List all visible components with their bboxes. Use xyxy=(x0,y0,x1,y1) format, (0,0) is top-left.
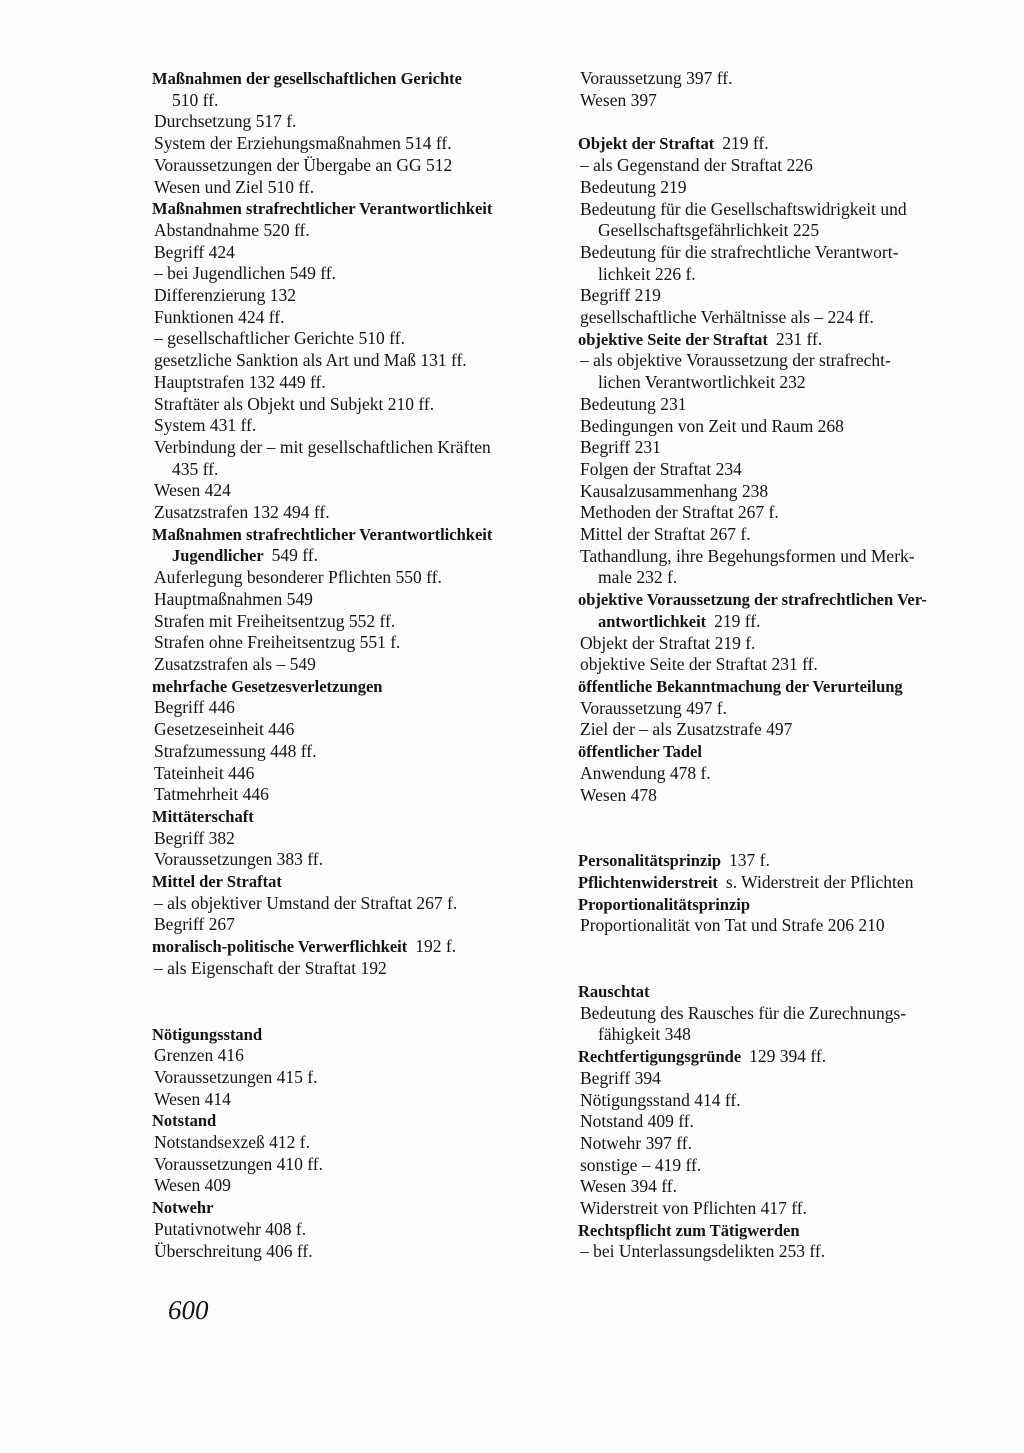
index-subentry: Funktionen 424 ff. xyxy=(154,306,285,327)
section-gap xyxy=(152,980,567,1024)
index-heading-term: moralisch-politische Verwerflichkeit xyxy=(152,937,408,957)
index-subentry: – als objektive Voraussetzung der strafrecht- xyxy=(580,350,891,371)
index-heading: Notstand xyxy=(152,1111,217,1131)
index-subentry: Ziel der – als Zusatzstrafe 497 xyxy=(580,719,793,740)
index-heading: Nötigungsstand xyxy=(152,1024,263,1044)
index-subentry: Strafen ohne Freiheitsentzug 551 f. xyxy=(154,632,401,653)
index-page-refs: 137 f. xyxy=(729,850,770,871)
index-subentry: Begriff 424 xyxy=(154,241,235,262)
index-subentry: Bedeutung 231 xyxy=(580,393,687,414)
index-subentry: Wesen 394 ff. xyxy=(580,1176,677,1197)
index-subentry: Wesen 478 xyxy=(580,784,657,805)
index-continuation: male 232 f. xyxy=(598,567,678,588)
index-subentry: Wesen 397 xyxy=(580,89,657,110)
index-continuation: lichkeit 226 f. xyxy=(598,263,696,284)
index-subentry: Notstand 409 ff. xyxy=(580,1111,694,1132)
index-heading-term: Rechtfertigungsgründe xyxy=(578,1047,742,1067)
index-subentry: Bedeutung des Rausches für die Zurechnungs- xyxy=(580,1002,907,1023)
index-subentry: Begriff 394 xyxy=(580,1067,661,1088)
index-subentry: Hauptmaßnahmen 549 xyxy=(154,588,313,609)
index-continuation: Gesellschaftsgefährlichkeit 225 xyxy=(598,220,820,241)
index-continuation: lichen Verantwortlichkeit 232 xyxy=(598,372,806,393)
index-heading: öffentlicher Tadel xyxy=(578,742,702,762)
index-subentry: Überschreitung 406 ff. xyxy=(154,1240,313,1261)
index-subentry: Notstandsexzeß 412 f. xyxy=(154,1132,311,1153)
index-subentry: Objekt der Straftat 219 f. xyxy=(580,632,756,653)
index-heading: öffentliche Bekanntmachung der Verurteilung xyxy=(578,676,903,696)
index-subentry: Bedeutung für die strafrechtliche Verantwort- xyxy=(580,241,899,262)
index-heading-term: antwortlichkeit xyxy=(598,611,707,631)
index-heading: objektive Voraussetzung der strafrechtlichen Ver- xyxy=(578,590,927,610)
index-subentry: Strafzumessung 448 ff. xyxy=(154,740,317,761)
index-subentry: Wesen und Ziel 510 ff. xyxy=(154,176,315,197)
index-subentry: System der Erziehungsmaßnahmen 514 ff. xyxy=(154,133,452,154)
index-heading: Proportionalitätsprinzip xyxy=(578,894,751,914)
index-subentry: – als Gegenstand der Straftat 226 xyxy=(580,155,813,176)
index-subentry: Bedingungen von Zeit und Raum 268 xyxy=(580,415,844,436)
index-subentry: Zusatzstrafen als – 549 xyxy=(154,653,316,674)
index-subentry: Wesen 424 xyxy=(154,480,231,501)
index-heading: Maßnahmen strafrechtlicher Verantwortlichkeit xyxy=(152,524,493,544)
index-continuation: 510 ff. xyxy=(172,89,219,110)
index-page-refs: 129 394 ff. xyxy=(749,1046,827,1067)
index-subentry: Begriff 267 xyxy=(154,914,235,935)
index-subentry: Voraussetzungen 415 f. xyxy=(154,1066,318,1087)
index-heading xyxy=(152,545,567,567)
index-subentry: Hauptstrafen 132 449 ff. xyxy=(154,371,326,392)
index-subentry: Strafen mit Freiheitsentzug 552 ff. xyxy=(154,610,396,631)
section-gap xyxy=(578,111,998,133)
index-subentry: Begriff 382 xyxy=(154,827,235,848)
index-subentry: Gesetzeseinheit 446 xyxy=(154,719,295,740)
index-subentry: Voraussetzungen der Übergabe an GG 512 xyxy=(154,154,453,175)
index-subentry: Verbindung der – mit gesellschaftlichen Kräften xyxy=(154,436,491,457)
index-heading-term: Objekt der Straftat xyxy=(578,134,715,154)
index-subentry: objektive Seite der Straftat 231 ff. xyxy=(580,654,818,675)
index-heading-term: Personalitätsprinzip xyxy=(578,851,721,871)
index-subentry: Methoden der Straftat 267 f. xyxy=(580,502,779,523)
index-subentry: Grenzen 416 xyxy=(154,1045,244,1066)
index-subentry: – bei Jugendlichen 549 ff. xyxy=(154,263,336,284)
index-heading xyxy=(578,850,998,872)
index-subentry: Kausalzusammenhang 238 xyxy=(580,480,769,501)
index-column-left xyxy=(152,68,567,1262)
index-subentry: Voraussetzungen 383 ff. xyxy=(154,849,323,870)
index-page-refs: 219 ff. xyxy=(714,610,761,631)
index-subentry: Abstandnahme 520 ff. xyxy=(154,219,310,240)
index-column-right xyxy=(578,68,998,1263)
index-heading-term: Pflichtenwiderstreit xyxy=(578,872,718,892)
index-heading xyxy=(578,133,998,155)
index-heading xyxy=(578,872,998,894)
index-subentry: Voraussetzungen 410 ff. xyxy=(154,1153,323,1174)
index-heading xyxy=(152,936,567,958)
index-heading-term: Jugendlicher xyxy=(172,546,264,566)
index-page-refs: s. Widerstreit der Pflichten xyxy=(725,871,914,892)
page-number: 600 xyxy=(168,1295,209,1325)
index-subentry: Proportionalität von Tat und Strafe 206 210 xyxy=(580,915,885,936)
index-page-refs: 219 ff. xyxy=(722,133,769,154)
index-heading: Mittel der Straftat xyxy=(152,872,282,892)
index-subentry: Begriff 446 xyxy=(154,697,235,718)
index-subentry: Auferlegung besonderer Pflichten 550 ff. xyxy=(154,567,442,588)
section-gap xyxy=(578,806,998,850)
index-subentry: Straftäter als Objekt und Subjekt 210 ff. xyxy=(154,393,435,414)
index-subentry: Begriff 231 xyxy=(580,437,661,458)
index-subentry: – als Eigenschaft der Straftat 192 xyxy=(154,957,387,978)
index-subentry: Putativnotwehr 408 f. xyxy=(154,1218,307,1239)
index-subentry: Voraussetzung 497 f. xyxy=(580,697,727,718)
index-subentry: Begriff 219 xyxy=(580,285,661,306)
index-heading: Maßnahmen strafrechtlicher Verantwortlichkeit xyxy=(152,199,493,219)
index-subentry: Nötigungsstand 414 ff. xyxy=(580,1089,741,1110)
index-page-refs: 549 ff. xyxy=(271,545,319,566)
index-heading-term: objektive Seite der Straftat xyxy=(578,329,768,349)
index-heading xyxy=(578,329,998,351)
index-heading xyxy=(578,1046,998,1068)
index-page-refs: 192 f. xyxy=(415,936,457,957)
index-subentry: Tatmehrheit 446 xyxy=(154,784,269,805)
index-subentry: Voraussetzung 397 ff. xyxy=(580,68,733,88)
index-heading: Notwehr xyxy=(152,1198,214,1218)
index-subentry: Notwehr 397 ff. xyxy=(580,1132,692,1153)
section-gap xyxy=(578,937,998,981)
index-page-refs: 231 ff. xyxy=(775,328,823,349)
index-heading: Rauschtat xyxy=(578,982,650,1002)
index-heading xyxy=(578,611,998,633)
index-continuation: 435 ff. xyxy=(172,458,219,479)
index-continuation: fähigkeit 348 xyxy=(598,1024,691,1045)
index-subentry: Folgen der Straftat 234 xyxy=(580,458,742,479)
index-heading: Maßnahmen der gesellschaftlichen Gerichte xyxy=(152,69,462,88)
index-subentry: – bei Unterlassungsdelikten 253 ff. xyxy=(580,1241,826,1262)
index-subentry: – als objektiver Umstand der Straftat 267 f. xyxy=(154,892,458,913)
index-heading: mehrfache Gesetzesverletzungen xyxy=(152,676,383,696)
index-subentry: – gesellschaftlicher Gerichte 510 ff. xyxy=(154,328,405,349)
index-subentry: Widerstreit von Pflichten 417 ff. xyxy=(580,1198,807,1219)
index-subentry: Bedeutung für die Gesellschaftswidrigkeit und xyxy=(580,198,907,219)
index-subentry: Tateinheit 446 xyxy=(154,762,255,783)
index-subentry: Mittel der Straftat 267 f. xyxy=(580,524,751,545)
index-heading: Mittäterschaft xyxy=(152,806,254,826)
index-subentry: gesellschaftliche Verhältnisse als – 224 ff. xyxy=(580,307,874,328)
index-subentry: Bedeutung 219 xyxy=(580,176,687,197)
index-subentry: sonstige – 419 ff. xyxy=(580,1154,702,1175)
index-subentry: gesetzliche Sanktion als Art und Maß 131 ff. xyxy=(154,350,467,371)
index-subentry: Wesen 414 xyxy=(154,1088,231,1109)
index-subentry: Anwendung 478 f. xyxy=(580,762,711,783)
index-subentry: Tathandlung, ihre Begehungsformen und Merk- xyxy=(580,545,915,566)
index-subentry: Differenzierung 132 xyxy=(154,285,297,306)
index-subentry: Durchsetzung 517 f. xyxy=(154,111,297,132)
index-heading: Rechtspflicht zum Tätigwerden xyxy=(578,1220,800,1240)
index-subentry: Zusatzstrafen 132 494 ff. xyxy=(154,502,330,523)
index-subentry: Wesen 409 xyxy=(154,1175,231,1196)
index-subentry: System 431 ff. xyxy=(154,415,257,436)
